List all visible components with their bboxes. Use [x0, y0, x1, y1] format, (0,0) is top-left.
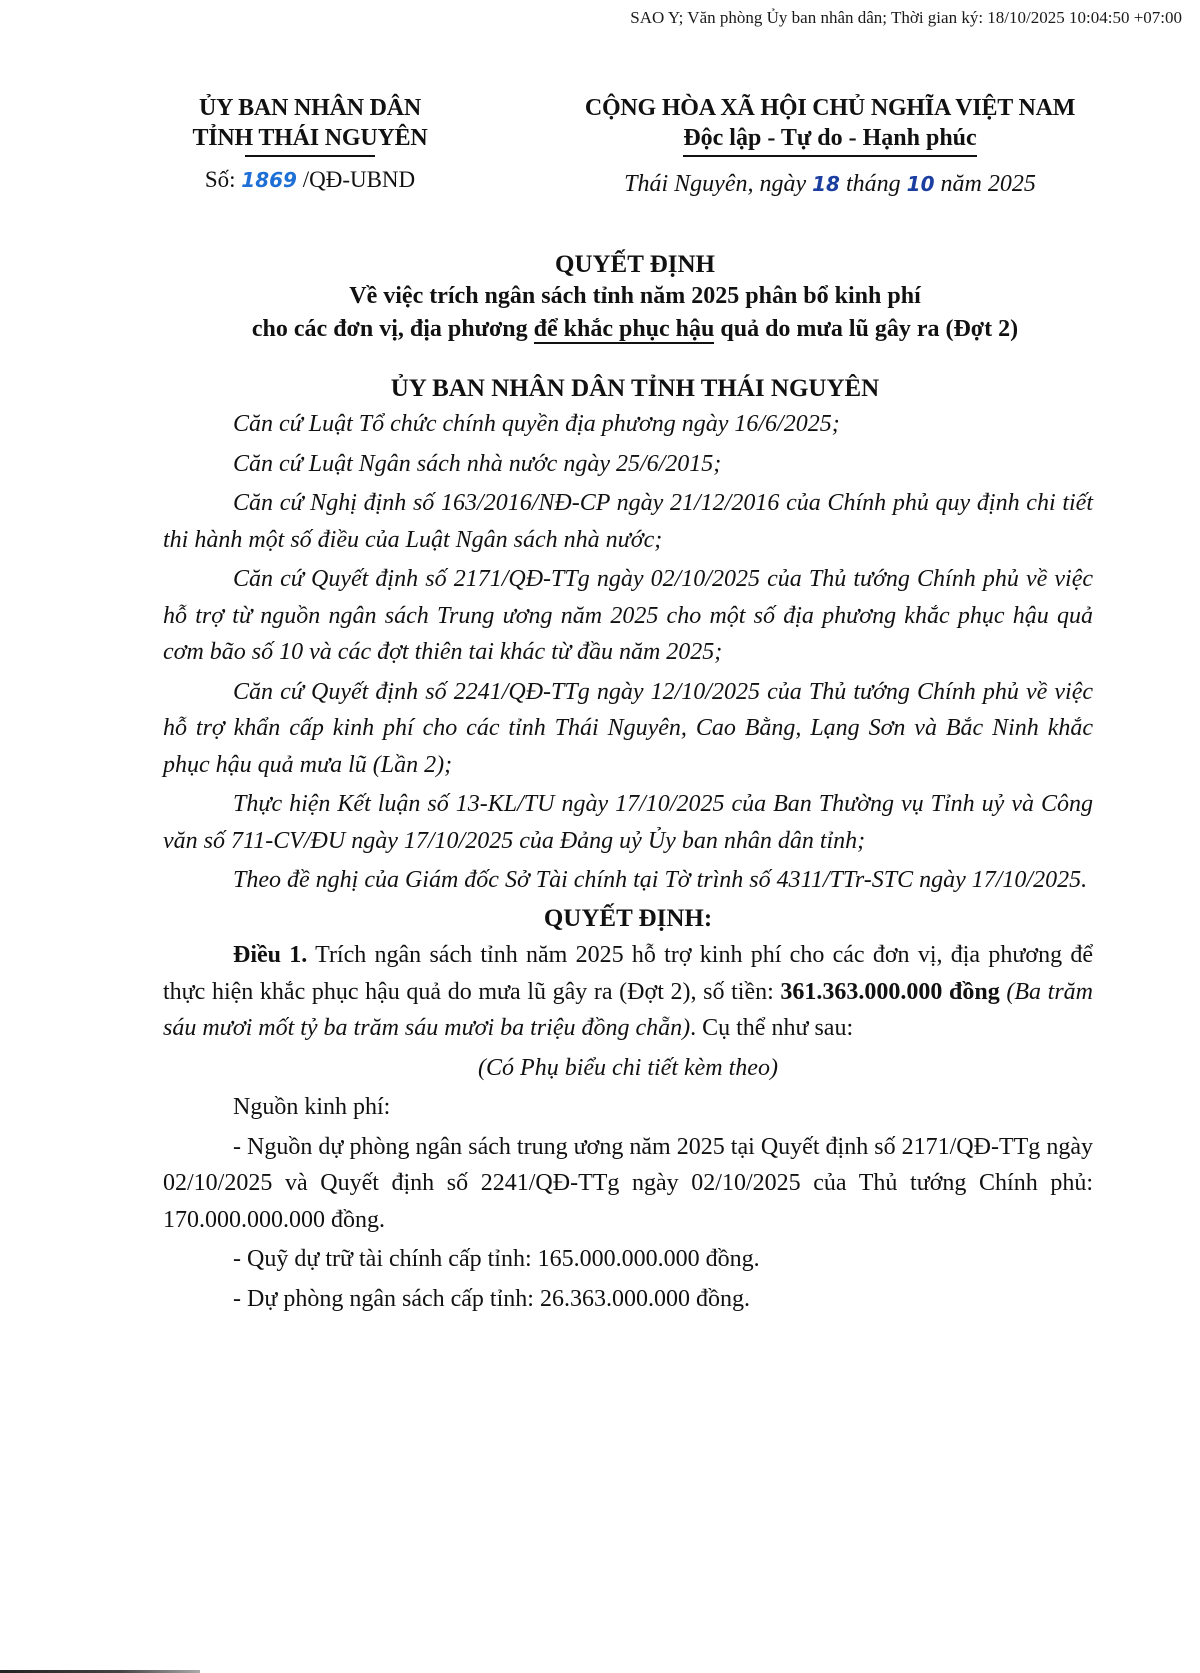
national-motto: Độc lập - Tự do - Hạnh phúc — [683, 123, 976, 157]
place-and-date — [520, 169, 1140, 199]
funding-source: - Nguồn dự phòng ngân sách trung ương năm 2025 tại Quyết định số 2171/QĐ-TTg ngày 02/10/2025 và Quyết định số 2241/QĐ-TTg ngày 02/10/2025 của Thủ tướng Chính phủ: 170.000.000.000 đồng. — [163, 1133, 1093, 1233]
date-day-handwritten: 18 — [812, 172, 840, 196]
date-year: năm 2025 — [940, 171, 1036, 197]
document-number-prefix: Số: — [204, 167, 236, 192]
national-header — [520, 93, 1140, 199]
authority-line-2: TỈNH THÁI NGUYÊN — [192, 125, 428, 151]
date-prefix: Thái Nguyên, ngày — [624, 171, 807, 197]
decision-title: QUYẾT ĐỊNH — [555, 251, 715, 278]
article-1-text: Trích ngân sách tỉnh năm 2025 hỗ trợ kinh phí cho các đơn vị, địa phương để thực hiện khắc phục hậu quả do mưa lũ gây ra (Đợt 2), số tiền: — [163, 942, 1093, 1005]
date-month-label: tháng — [845, 171, 901, 197]
national-title: CỘNG HÒA XÃ HỘI CHỦ NGHĨA VIỆT NAM — [584, 95, 1076, 121]
article-1-tail: . Cụ thể như sau: — [690, 1015, 854, 1041]
document-body — [163, 406, 1093, 1317]
preamble-item: Căn cứ Quyết định số 2171/QĐ-TTg ngày 02/10/2025 của Thủ tướng Chính phủ về việc hỗ trợ từ nguồn ngân sách Trung ương năm 2025 cho một số địa phương khắc phục hậu quả cơm bão số 10 và các đợt thiên tai khác từ đầu năm 2025; — [163, 566, 1093, 665]
preamble-item: Căn cứ Luật Ngân sách nhà nước ngày 25/6/2015; — [233, 450, 722, 477]
issuing-authority-header — [160, 93, 460, 195]
decision-subject-line-1: Về việc trích ngân sách tỉnh năm 2025 phân bổ kinh phí — [349, 283, 921, 309]
enacting-authority: ỦY BAN NHÂN DÂN TỈNH THÁI NGUYÊN — [390, 375, 880, 402]
decision-title-block — [150, 250, 1120, 404]
authority-line-1: ỦY BAN NHÂN DÂN — [198, 95, 422, 121]
document-number-suffix: /QĐ-UBND — [302, 167, 416, 192]
document-number — [160, 165, 460, 195]
funding-label: Nguồn kinh phí: — [233, 1094, 391, 1120]
preamble-item: Theo đề nghị của Giám đốc Sở Tài chính tại Tờ trình số 4311/TTr-STC ngày 17/10/2025. — [233, 867, 1088, 893]
preamble-item: Căn cứ Quyết định số 2241/QĐ-TTg ngày 12/10/2025 của Thủ tướng Chính phủ về việc hỗ trợ khẩn cấp kinh phí cho các tỉnh Thái Nguyên, Cao Bằng, Lạng Sơn và Bắc Ninh khắc phục hậu quả mưa lũ (Lần 2); — [163, 678, 1093, 778]
preamble-item: Thực hiện Kết luận số 13-KL/TU ngày 17/10/2025 của Ban Thường vụ Tỉnh uỷ và Công văn số 711-CV/ĐU ngày 17/10/2025 của Đảng uỷ Ủy ban nhân dân tỉnh; — [163, 791, 1093, 854]
article-1-amount-words: (Ba trăm sáu mươi mốt tỷ ba trăm sáu mươi ba triệu đồng chẵn) — [163, 978, 1094, 1041]
preamble-item: Căn cứ Luật Tổ chức chính quyền địa phương ngày 16/6/2025; — [233, 411, 840, 437]
date-month-handwritten: 10 — [906, 172, 935, 196]
article-1-label: Điều 1. — [233, 942, 308, 968]
decision-heading: QUYẾT ĐỊNH: — [543, 904, 713, 932]
decision-subject-line-2 — [150, 313, 1120, 346]
preamble-item: Căn cứ Nghị định số 163/2016/NĐ-CP ngày 21/12/2016 của Chính phủ quy định chi tiết thi hành một số điều của Luật Ngân sách nhà nước; — [163, 490, 1093, 553]
funding-source: - Quỹ dự trữ tài chính cấp tỉnh: 165.000.000.000 đồng. — [233, 1246, 760, 1272]
document-number-handwritten: 1869 — [241, 168, 297, 192]
article-1-amount: 361.363.000.000 đồng — [780, 978, 1000, 1005]
article-1 — [163, 937, 1093, 1047]
subject-part-2: quả do mưa lũ gây ra (Đợt 2) — [714, 316, 1019, 342]
funding-source: - Dự phòng ngân sách cấp tỉnh: 26.363.000.000 đồng. — [233, 1285, 750, 1312]
subject-part-1: cho các đơn vị, địa phương — [251, 316, 534, 342]
subject-part-underlined: để khắc phục hậu — [533, 316, 715, 342]
header-left-divider — [245, 155, 375, 157]
appendix-note: (Có Phụ biểu chi tiết kèm theo) — [478, 1054, 778, 1081]
digital-signature-stamp: SAO Y; Văn phòng Ủy ban nhân dân; Thời gian ký: 18/10/2025 10:04:50 +07:00 — [630, 8, 1182, 27]
